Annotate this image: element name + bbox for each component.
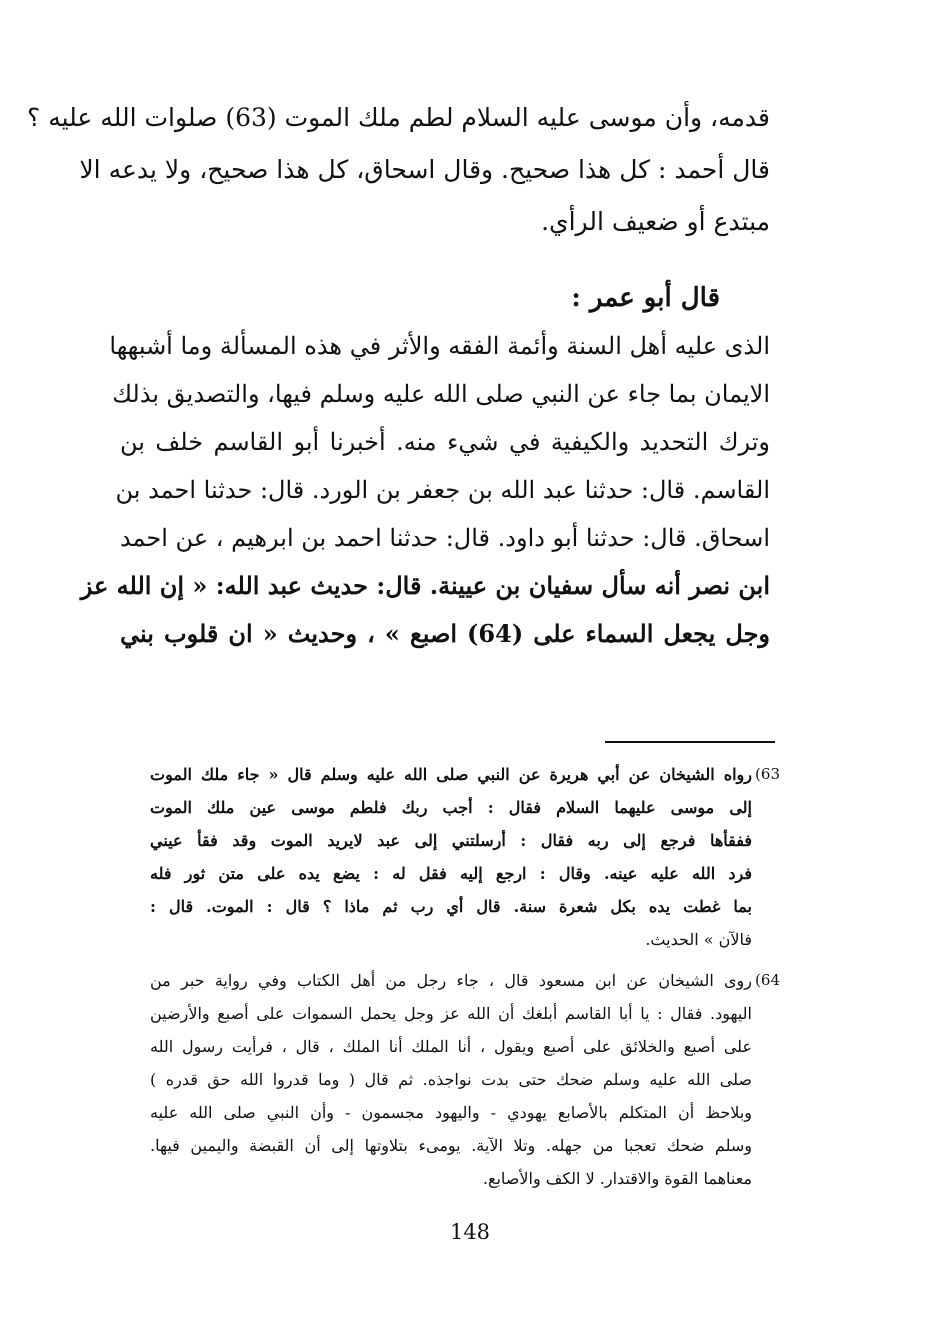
footnote-line: صلى الله عليه وسلم ضحك حتى بدت نواجذه. ثم قال ( وما قدروا الله حق قدره ): [150, 1070, 752, 1089]
body-line: وجل يجعل السماء على (64) اصبع » ، وحديث « ان قلوب بني: [120, 619, 770, 648]
footnote-line: بما غطت يده بكل شعرة سنة. قال أي رب ثم ماذا ؟ قال : الموت. قال :: [150, 897, 752, 916]
footnotes: [150, 758, 780, 1203]
footnote-64: [150, 964, 780, 1195]
main-line: قدمه، وأن موسى عليه السلام لطم ملك الموت (63) صلوات الله عليه ؟: [26, 103, 770, 132]
footnote-number: 64): [755, 971, 780, 989]
main-line: قال أحمد : كل هذا صحيح. وقال اسحاق، كل هذا صحيح، ولا يدعه الا: [79, 155, 770, 184]
footnote-number: 63): [755, 765, 780, 783]
main-line: مبتدع أو ضعيف الرأي.: [541, 207, 770, 236]
footnote-line: إلى موسى عليهما السلام فقال : أجب ربك فلطم موسى عين ملك الموت: [150, 798, 752, 817]
section-heading: قال أبو عمر :: [571, 283, 720, 313]
footnote-line: معناهما القوة والاقتدار. لا الكف والأصابع.: [482, 1169, 752, 1188]
footnote-line: اليهود. فقال : يا أبا القاسم أبلغك أن الله عز وجل يحمل السموات على أصبع والأرضين: [150, 1004, 752, 1023]
body-line: وترك التحديد والكيفية في شيء منه. أخبرنا أبو القاسم خلف بن: [120, 428, 770, 456]
page-number: 148: [449, 1220, 491, 1244]
body-line: الذى عليه أهل السنة وأئمة الفقه والأثر في هذه المسألة وما أشبهها: [109, 332, 770, 360]
footnote-line: وسلم ضحك تعجبا من جهله. وتلا الآية. يومىء بتلاوتها إلى أن القبضة واليمين فيها.: [150, 1136, 752, 1155]
footnote-line: روى الشيخان عن ابن مسعود قال ، جاء رجل من أهل الكتاب وفي رواية حبر من: [150, 971, 752, 990]
footnote-line: على أصبع والخلائق على أصبع ويقول ، أنا الملك أنا الملك ، قال ، فرأيت رسول الله: [150, 1037, 752, 1056]
footnote-line: ففقأها فرجع إلى ربه فقال : أرسلتني إلى عبد لايريد الموت وقد فقأ عيني: [150, 831, 752, 850]
footnote-63: [150, 758, 780, 956]
body-line: الايمان بما جاء عن النبي صلى الله عليه وسلم فيها، والتصديق بذلك: [112, 380, 770, 408]
body-paragraph: [80, 322, 770, 658]
footnote-separator: [605, 741, 775, 743]
footnote-line: وبلاحظ أن المتكلم بالأصابع يهودي - واليهود مجسمون - وأن النبي صلى الله عليه: [150, 1103, 752, 1122]
footnote-line: فالآن » الحديث.: [645, 930, 752, 949]
footnote-line: رواه الشيخان عن أبي هريرة عن النبي صلى الله عليه وسلم قال « جاء ملك الموت: [150, 765, 752, 784]
footnote-line: فرد الله عليه عينه. وقال : ارجع إليه فقل له : يضع يده على متن ثور فله: [150, 864, 752, 883]
main-paragraph: [26, 92, 770, 248]
body-line: ابن نصر أنه سأل سفيان بن عيينة. قال: حديث عبد الله: « إن الله عز: [80, 571, 770, 600]
body-line: القاسم. قال: حدثنا عبد الله بن جعفر بن الورد. قال: حدثنا احمد بن: [115, 476, 770, 504]
body-line: اسحاق. قال: حدثنا أبو داود. قال: حدثنا احمد بن ابرهيم ، عن احمد: [119, 524, 770, 552]
